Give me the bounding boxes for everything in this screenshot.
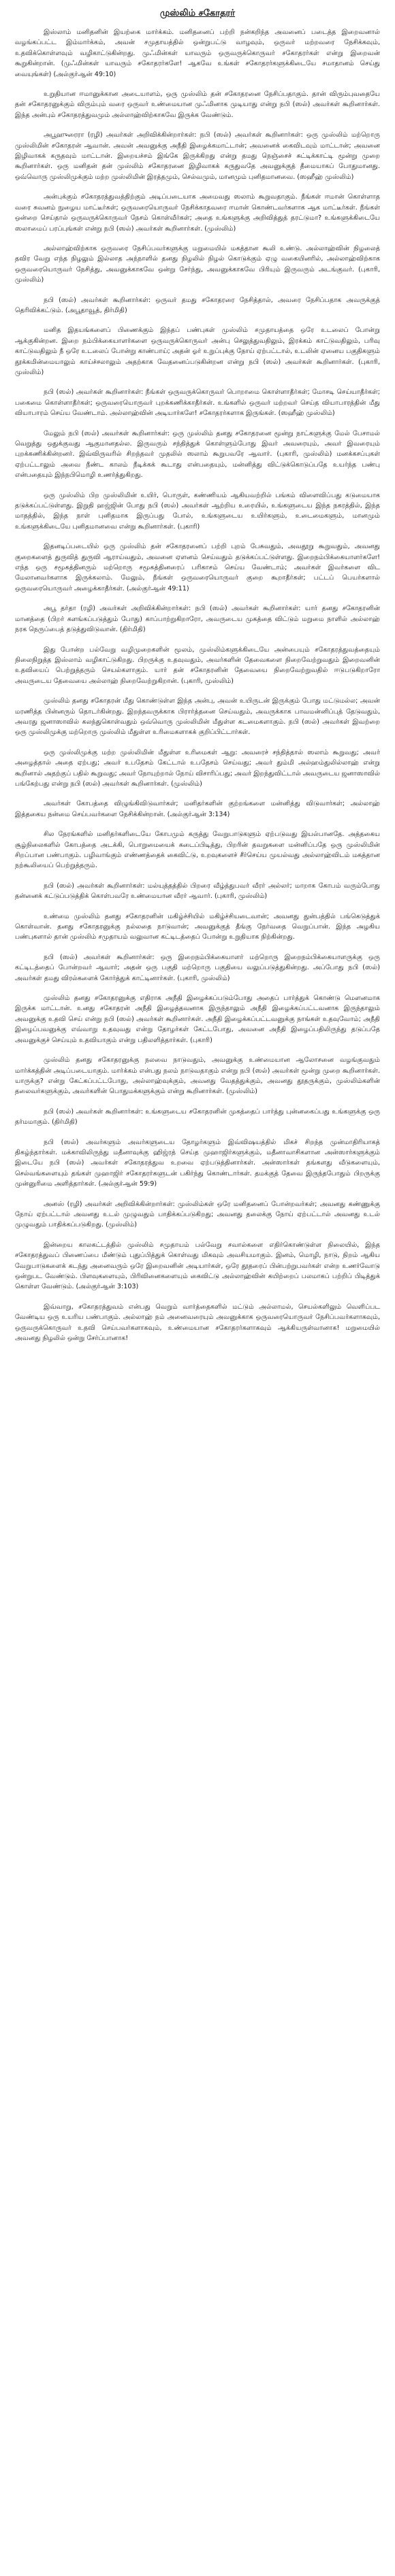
paragraph: சில நேரங்களில் மனிதர்களிடையே கோபமும் கருத்து வேறுபாடுகளும் ஏற்படுவது இயல்பானதே. அத்தகைய சூழ்நிலைகளில் கோபத்தை அடக்கி, பொறுமையைக் கடைப்பிடித்து, பிறரின் தவறுகளை மன்னிப்பதே ஒரு முஸ்லிமின் சிறப்பான பண்பாகும். பழிவாங்கும் எண்ணத்தைக் கைவிட்டு, உறவுகளைச் சீர்செய்ய முயல்வது அல்லாஹ்விடம் மகத்தான நற்கூலியைப் பெற்றுத்தரும். [15,831,380,870]
paragraph: நபி (ஸல்) அவர்கள் கூறினார்கள்: உங்களுடைய சகோதரனின் முகத்தைப் பார்த்து புன்னகைப்பது உங்களுக்கு ஒரு தர்மமாகும். (திர்மிதி) [15,1107,380,1126]
paragraph: முஸ்லிம் தனது சகோதரனுக்கு எதிராக அநீதி இழைக்கப்படும்போது அதைப் பார்த்துக் கொண்டு மௌனமாக இருக்க மாட்டான். உனது சகோதரன் அநீதி இழைத்தவனாக இருந்தாலும் அநீதி இழைக்கப்பட்டவனாக இருந்தாலும் அவனுக்கு உதவி செய் என்று நபி (ஸல்) அவர்கள் கூறினார்கள். அநீதி இழைக்கப்பட்டவனுக்கு நாங்கள் உதவுவோம்; அநீதி இழைப்பவனுக்கு எவ்வாறு உதவுவது என்று தோழர்கள் கேட்டபோது, அவனை அநீதி இழைப்பதிலிருந்து தடுப்பதே அவனுக்குச் செய்யும் உதவியாகும் என்று பதிலளித்தார்கள். (புகாரி) [15,994,380,1044]
paragraph: நபி (ஸல்) அவர்கள் கூறினார்கள்: மல்யுத்தத்தில் பிறரை வீழ்த்துபவர் வீரர் அல்லர்; மாறாக கோபம் வரும்போது தன்னைக் கட்டுப்படுத்திக் கொள்பவரே உண்மையான வீரர் ஆவார். (புகாரி, முஸ்லிம்) [15,882,380,901]
paragraph: அல்லாஹ்விற்காக ஒருவரை நேசிப்பவர்களுக்கு மறுமையில் மகத்தான கூலி உண்டு. அல்லாஹ்வின் நிழலைத் தவிர வேறு எந்த நிழலும் இல்லாத அந்நாளில் தனது நிழலில் நிழல் கொடுக்கும் ஏழு வகையினரில், அல்லாஹ்விற்காக ஒருவரையொருவர் நேசித்து, அவனுக்காகவே ஒன்று சேர்ந்து, அவனுக்காகவே பிரியும் இருவரும் அடங்குவர். (புகாரி, முஸ்லிம்) [15,244,380,284]
paragraph: அபூஹுரைரா (ரழி) அவர்கள் அறிவிக்கின்றார்கள்: நபி (ஸல்) அவர்கள் கூறினார்கள்: ஒரு முஸ்லிம் மற்றொரு முஸ்லிமின் சகோதரன் ஆவான். அவன் அவனுக்கு அநீதி இழைக்கமாட்டான்; அவனைக் கைவிடவும் மாட்டான்; அவனை இழிவாகக் கருதவும் மாட்டான். இறையச்சம் இங்கே இருக்கிறது என்று தமது நெஞ்சைச் சுட்டிக்காட்டி மூன்று முறை கூறினார்கள். ஒரு மனிதன் தன் முஸ்லிம் சகோதரனை இழிவாகக் கருதுவதே அவனுக்குத் தீமையாகப் போதுமானது. ஒவ்வொரு முஸ்லிமுக்கும் மற்ற முஸ்லிமின் இரத்தமும், செல்வமும், மானமும் புனிதமானவை. (ஸஹீஹ் முஸ்லிம்) [15,131,380,181]
paragraph: முஸ்லிம் தனது சகோதரன் மீது கொண்டுள்ள இந்த அன்பு, அவன் உயிருடன் இருக்கும் போது மட்டுமல்ல; அவன் மரணித்த பின்னரும் தொடர்கின்றது. இறந்தவருக்காக பிரார்த்தனை செய்வதும், அவருக்காக பாவமன்னிப்புத் தேடுவதும், அவரது ஜனாஸாவில் கலந்துகொள்வதும் ஒவ்வொரு முஸ்லிமின் மீதுள்ள கடமைகளாகும். நபி (ஸல்) அவர்கள் இவற்றை ஒரு முஸ்லிமுக்கு மற்றொரு முஸ்லிம் மீதுள்ள உரிமைகளாகக் குறிப்பிட்டார்கள். [15,697,380,737]
paragraph: அனஸ் (ரழி) அவர்கள் அறிவிக்கின்றார்கள்: முஸ்லிம்கள் ஒரே மனிதனைப் போன்றவர்கள்; அவனது கண்ணுக்கு நோய் ஏற்பட்டால் அவனது உடல் முழுவதும் பாதிக்கப்படுகிறது; அவனது தலைக்கு நோய் ஏற்பட்டால் அவனது உடல் முழுவதும் பாதிக்கப்படுகிறது. (முஸ்லிம்) [15,1200,380,1229]
paragraph: ஒரு முஸ்லிம் பிற முஸ்லிமின் உயிர், பொருள், கண்ணியம் ஆகியவற்றில் பங்கம் விளைவிப்பது கடுமையாக தடுக்கப்பட்டுள்ளது. இறுதி ஹஜ்ஜின் போது நபி (ஸல்) அவர்கள் ஆற்றிய உரையில், உங்களுடைய இந்த நகரத்தில், இந்த மாதத்தில், இந்த நாள் புனிதமாக இருப்பது போல், உங்களுடைய உயிர்களும், உடைமைகளும், மானமும் உங்களுக்கிடையே புனிதமானவை என்று கூறினார்கள். (புகாரி) [15,491,380,531]
paragraph: நபி (ஸல்) அவர்களும் அவர்களுடைய தோழர்களும் இவ்விஷயத்தில் மிகச் சிறந்த முன்மாதிரியாகத் திகழ்ந்தார்கள். மக்காவிலிருந்து மதீனாவுக்கு ஹிஜ்ரத் செய்த முஹாஜிர்களுக்கும், மதீனாவாசிகளான அன்ஸார்களுக்கும் இடையே நபி (ஸல்) அவர்கள் சகோதரத்துவ உறவை ஏற்படுத்தினார்கள். அன்ஸார்கள் தங்களது வீடுகளையும், செல்வங்களையும் தங்கள் முஹாஜிர் சகோதரர்களுடன் பகிர்ந்து கொண்டார்கள். தமக்குத் தேவை இருந்தபோதும் பிறருக்கு முன்னுரிமை அளித்தார்கள். (அல்குர்ஆன் 59:9) [15,1138,380,1188]
paragraph: முஸ்லிம் தனது சகோதரனுக்கு நலவை நாடுவதும், அவனுக்கு உண்மையான ஆலோசனை வழங்குவதும் மார்க்கத்தின் அடிப்படையாகும். மார்க்கம் என்பது நலம் நாடுவதாகும் என்று நபி (ஸல்) அவர்கள் மூன்று முறை கூறினார்கள். யாருக்கு? என்று கேட்கப்பட்டபோது, அல்லாஹ்வுக்கும், அவனது வேதத்துக்கும், அவனது தூதருக்கும், முஸ்லிம்களின் தலைவர்களுக்கும், அவர்களின் பொதுமக்களுக்கும் என்று கூறினார்கள். (முஸ்லிம்) [15,1056,380,1096]
paragraph: நபி (ஸல்) அவர்கள் கூறினார்கள்: ஒருவர் தமது சகோதரரை நேசித்தால், அவரை நேசிப்பதாக அவருக்குத் தெரிவிக்கட்டும். (அபூதாவூத், திர்மிதி) [15,296,380,314]
paragraph: மனித இதயங்களைப் பிணைக்கும் இந்தப் பண்புகள் முஸ்லிம் சமுதாயத்தை ஒரே உடலைப் போன்று ஆக்குகின்றன. இறை நம்பிக்கையாளர்களை ஒருவருக்கொருவர் அன்பு செலுத்துவதிலும், இரக்கம் காட்டுவதிலும், பரிவு காட்டுவதிலும் நீ ஒரே உடலைப் போன்று காண்பாய்; அதன் ஓர் உறுப்புக்கு நோய் ஏற்பட்டால், உடலின் ஏனைய பகுதிகளும் தூக்கமின்மையாலும் காய்ச்சலாலும் அதற்காக வேதனைப்படுகின்றன என்று நபி (ஸல்) அவர்கள் கூறினார்கள். (புகாரி, முஸ்லிம்) [15,327,380,376]
article-body [15,27,380,1343]
paragraph: நபி (ஸல்) அவர்கள் கூறினார்கள்: நீங்கள் ஒருவருக்கொருவர் பொறாமை கொள்ளாதீர்கள்; மோசடி செய்யாதீர்கள்; பகைமை கொள்ளாதீர்கள்; ஒருவரையொருவர் புறக்கணிக்காதீர்கள். உங்களில் ஒருவர் மற்றவர் செய்த வியாபாரத்தின் மீது வியாபாரம் செய்ய வேண்டாம். அல்லாஹ்வின் அடியார்களே! சகோதரர்களாக இருங்கள். (ஸஹீஹ் முஸ்லிம்) [15,388,380,418]
paragraph: இதனடிப்படையில் ஒரு முஸ்லிம் தன் சகோதரனைப் பற்றி புறம் பேசுவதும், அவதூறு கூறுவதும், அவனது குறைகளைத் துருவித் துருவி ஆராய்வதும், அவனை ஏளனம் செய்வதும் தடுக்கப்பட்டுள்ளது. இறைநம்பிக்கையாளர்களே! எந்த ஒரு சமூகத்தினரும் மற்றொரு சமூகத்தினரைப் பரிகாசம் செய்ய வேண்டாம்; அவர்கள் இவர்களை விட மேலானவர்களாக இருக்கலாம். மேலும், நீங்கள் ஒருவரையொருவர் குறை கூறாதீர்கள்; பட்டப் பெயர்களால் ஒருவரையொருவர் அழைக்காதீர்கள். (அல்குர்ஆன் 49:11) [15,543,380,592]
paragraph: ஒரு முஸ்லிமுக்கு மற்ற முஸ்லிமின் மீதுள்ள உரிமைகள் ஆறு: அவரைச் சந்தித்தால் ஸலாம் கூறுவது; அவர் அழைத்தால் அதை ஏற்பது; அவர் உபதேசம் கேட்டால் உபதேசம் செய்வது; அவர் தும்மி அல்ஹம்துலில்லாஹ் என்று கூறினால் அதற்குப் பதில் கூறுவது; அவர் நோயுற்றால் நோய் விசாரிப்பது; அவர் இறந்துவிட்டால் அவருடைய ஜனாஸாவில் பங்கேற்பது என்று நபி (ஸல்) அவர்கள் கூறினார்கள். (முஸ்லிம்) [15,748,380,788]
paragraph: அபூ தர்தா (ரழி) அவர்கள் அறிவிக்கின்றார்கள்: நபி (ஸல்) அவர்கள் கூறினார்கள்: யார் தனது சகோதரனின் மானத்தை (பிறர் களங்கப்படுத்தும் போது) காப்பாற்றுகிறாரோ, அவருடைய முகத்தை விட்டும் மறுமை நாளில் அல்லாஹ் நரக நெருப்பைத் தடுத்துவிடுவான். (திர்மிதி) [15,605,380,634]
paragraph: இவ்வாறு, சகோதரத்துவம் என்பது வெறும் வார்த்தைகளில் மட்டும் அல்லாமல், செயல்களிலும் வெளிப்பட வேண்டிய ஒரு உயரிய பண்பாகும். அல்லாஹ் நம் அனைவரையும் அவனுக்காக ஒருவரையொருவர் நேசிப்பவர்களாகவும், ஒருவருக்கொருவர் உதவி செய்பவர்களாகவும், உண்மையான சகோதரர்களாகவும் ஆக்கியருள்வானாக! மறுமையில் அவனது நிழலில் ஒன்று சேர்ப்பானாக! [15,1303,380,1343]
paragraph: உண்மை முஸ்லிம் தனது சகோதரனின் மகிழ்ச்சியில் மகிழ்ச்சியடைவான்; அவனது துன்பத்தில் பங்கெடுத்துக் கொள்வான். தனது சகோதரனுக்கு நல்லதை நாடுவான்; அவனுக்குத் தீங்கு நேர்வதை வெறுப்பான். இந்த அழகிய பண்புகளால் தான் முஸ்லிம் சமுதாயம் வலுவான கட்டிடத்தைப் போன்று உறுதியாக நிற்கின்றது. [15,912,380,941]
paragraph: நபி (ஸல்) அவர்கள் கூறினார்கள்: ஒரு இறைநம்பிக்கையாளர் மற்றொரு இறைநம்பிக்கையாளருக்கு ஒரு கட்டிடத்தைப் போன்றவர் ஆவார்; அதன் ஒரு பகுதி மற்றொரு பகுதியை வலுப்படுத்துகின்றது. அப்போது நபி (ஸல்) அவர்கள் தமது விரல்களைக் கோர்த்துக் காட்டினார்கள். (புகாரி, முஸ்லிம்) [15,953,380,982]
paragraph: அவர்கள் கோபத்தை விழுங்கிவிடுவார்கள்; மனிதர்களின் குற்றங்களை மன்னித்து விடுவார்கள்; அல்லாஹ் இத்தகைய நன்மை செய்பவர்களை நேசிக்கின்றான். (அல்குர்ஆன் 3:134) [15,800,380,818]
paragraph: இஸ்லாம் மனிதனின் இயற்கை மார்க்கம். மனிதனைப் பற்றி நன்கறிந்த அவனைப் படைத்த இறைவனால் வழங்கப்பட்ட இம்மார்க்கம், அவன் சமுதாயத்தில் ஒன்றுபட்டு வாழவும், ஒருவர் மற்றவரை நேசிக்கவும், உதவிக்கொள்ளவும் வழிகாட்டுகின்றது. முஃமின்கள் யாவரும் ஒருவருக்கொருவர் சகோதரர்கள் என்று இறைவன் கூறுகின்றான். (முஃமின்கள் யாவரும் சகோதரர்களே! ஆகவே உங்கள் சகோதரர்களுக்கிடையே சமாதானம் செய்து வையுங்கள்) (அல்குர்ஆன் 49:10) [15,29,380,78]
paragraph: அன்புக்கும் சகோதரத்துவத்திற்கும் அடிப்படையாக அமைவது ஸலாம் கூறுவதாகும். நீங்கள் ஈமான் கொள்ளாத வரை சுவனம் நுழைய மாட்டீர்கள்; ஒருவரையொருவர் நேசிக்காதவரை ஈமான் கொண்டவர்களாக ஆக மாட்டீர்கள். நீங்கள் ஒன்றை செய்தால் ஒருவருக்கொருவர் நேசம் கொள்வீர்கள்; அதை உங்களுக்கு அறிவித்துத் தரட்டுமா? உங்களுக்கிடையே ஸலாமைப் பரப்புங்கள் என்று நபி (ஸல்) அவர்கள் கூறினார்கள். (முஸ்லிம்) [15,193,380,233]
paragraph: இது போன்ற பல்வேறு வழிமுறைகளின் மூலம், முஸ்லிம்களுக்கிடையே அன்பையும் சகோதரத்துவத்தையும் நிலைநிறுத்த இஸ்லாம் வழிகாட்டுகிறது. பிறருக்கு உதவுவதும், அவர்களின் தேவைகளை நிறைவேற்றுவதும் இறைவனின் உதவியைப் பெற்றுத்தரும் செயல்களாகும். யார் தன் சகோதரனின் தேவையை நிறைவேற்றுவதில் ஈடுபடுகிறாரோ அவருடைய தேவையை அல்லாஹ் நிறைவேற்றுகிறான். (புகாரி, முஸ்லிம்) [15,646,380,685]
paragraph: உறுதியான ஈமானுக்கான அடையாளம், ஒரு முஸ்லிம் தன் சகோதரனை நேசிப்பதாகும். தான் விரும்புவதையே தன் சகோதரனுக்கும் விரும்பும் வரை ஒருவர் உண்மையான முஃமினாக முடியாது என்று நபி (ஸல்) அவர்கள் கூறினார்கள். இந்த அன்பும் சகோதரத்துவமும் அல்லாஹ்விற்காகவே இருக்க வேண்டும். [15,90,380,119]
paragraph: இன்றைய காலகட்டத்தில் முஸ்லிம் சமுதாயம் பல்வேறு சவால்களை எதிர்கொண்டுள்ள நிலையில், இந்த சகோதரத்துவப் பிணைப்பை மீண்டும் புதுப்பித்துக் கொள்வது மிகவும் அவசியமாகும். இனம், மொழி, நாடு, நிறம் ஆகிய வேறுபாடுகளைக் கடந்து அனைவரும் ஒரே இறைவனின் அடியார்கள், ஒரே தூதரைப் பின்பற்றுபவர்கள் என்ற உணர்வோடு ஒன்றுபட வேண்டும். பிளவுகளையும், பிரிவினைகளையும் கைவிட்டு அல்லாஹ்வின் கயிற்றைப் பலமாகப் பற்றிப் பிடித்துக் கொள்ள வேண்டும். (அல்குர்ஆன் 3:103) [15,1241,380,1291]
page-title: முஸ்லிம் சகோதரர் [159,8,236,18]
paragraph: மேலும் நபி (ஸல்) அவர்கள் கூறினார்கள்: ஒரு முஸ்லிம் தனது சகோதரனை மூன்று நாட்களுக்கு மேல் பேசாமல் வெறுத்து ஒதுக்குவது ஆகுமானதல்ல. இருவரும் சந்தித்துக் கொள்ளும்போது இவர் அவரையும், அவர் இவரையும் புறக்கணிக்கின்றனர். இவ்விருவரில் சிறந்தவர் முதலில் ஸலாம் கூறுபவரே ஆவார். (புகாரி, முஸ்லிம்) மனக்கசப்புகள் ஏற்பட்டாலும் அவை நீண்ட காலம் நீடிக்கக் கூடாது என்பதையும், மன்னித்து விட்டுக்கொடுப்பதே உயர்ந்த பண்பு என்பதையும் இந்நபிமொழி உணர்த்துகிறது. [15,429,380,480]
